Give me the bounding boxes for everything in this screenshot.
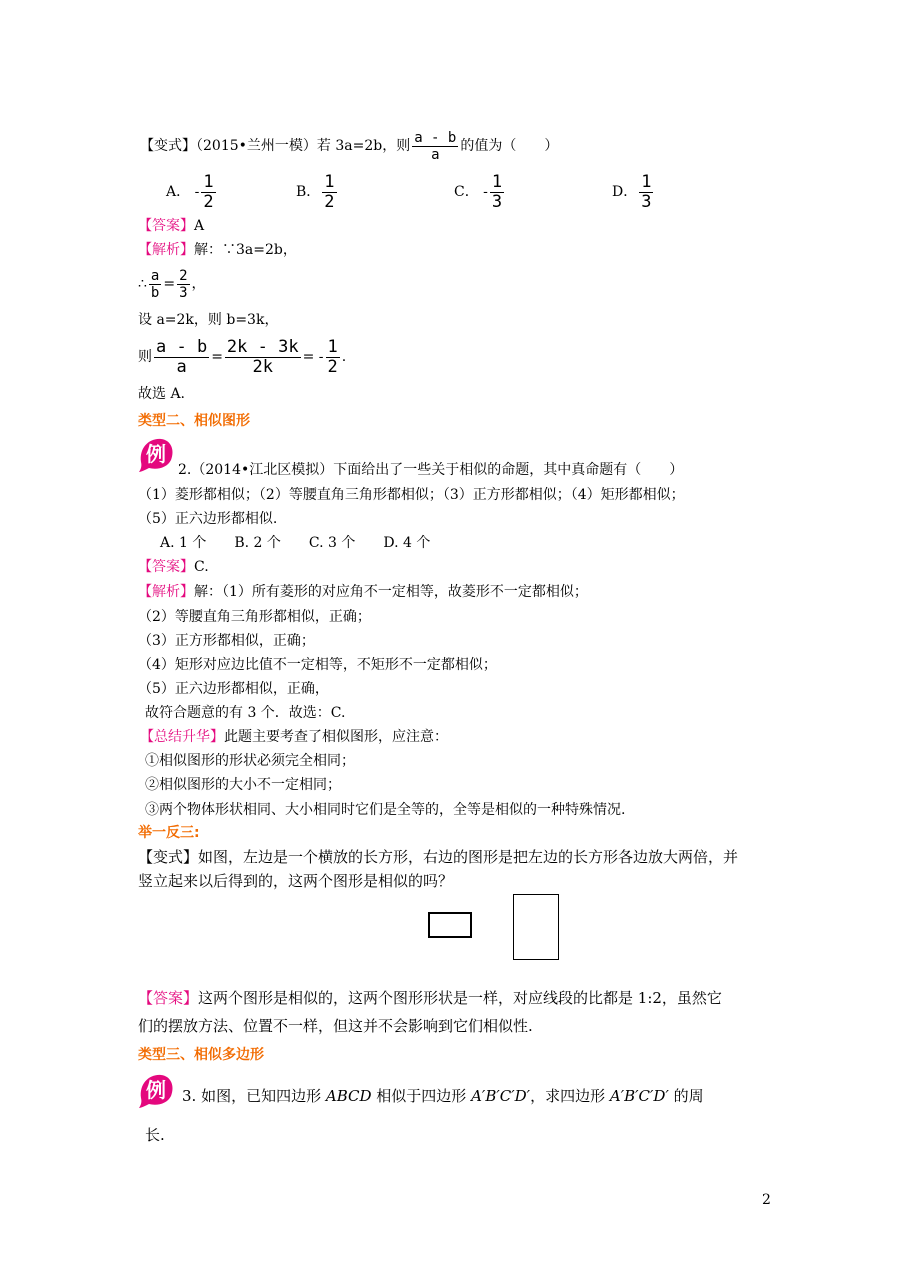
answer-tag: 【答案】 — [138, 218, 194, 234]
horizontal-rectangle — [428, 912, 472, 938]
option-c: C． - $\frac{1}{3}$ — [454, 171, 503, 212]
example2-analysis-6: 故符合题意的有 3 个．故选：C. — [145, 705, 346, 721]
section-heading: 类型二、相似图形 — [138, 413, 250, 429]
variant1-choose: 故选 A. — [138, 386, 186, 402]
practice-answer-2: 们的摆放方法、位置不一样，但这并不会影响到它们相似性. — [138, 1017, 533, 1035]
option-a: A． - $\frac{1}{2}$ — [166, 171, 214, 212]
section-heading-3: 类型三、相似多边形 — [138, 1047, 264, 1063]
example2-analysis-4: （4）矩形对应边比值不一定相等，不矩形不一定都相似； — [138, 657, 497, 673]
quad-abcd: ABCD — [325, 1087, 372, 1105]
analysis-tag: 【解析】 — [138, 242, 194, 258]
summary-point-3: ③两个物体形状相同、大小相同时它们是全等的，全等是相似的一种特殊情况. — [145, 802, 626, 818]
example2-answer: 【答案】C. — [138, 559, 209, 575]
svg-text:例: 例 — [146, 442, 166, 466]
practice-answer-1: 【答案】这两个图形是相似的，这两个图形形状是一样，对应线段的比都是 1:2，虽然它 — [138, 989, 722, 1007]
fraction: $\frac{a - b}{a}$ — [414, 129, 457, 163]
page-number: 2 — [762, 1192, 771, 1208]
option-b: B． $\frac{1}{2}$ — [296, 171, 335, 212]
example2-analysis-2: （2）等腰直角三角形都相似，正确； — [138, 609, 371, 625]
example2-options: A. 1 个 B. 2 个 C. 3 个 D. 4 个 — [160, 535, 431, 551]
example3-question-2: 长. — [145, 1126, 165, 1144]
practice-line-1: 【变式】如图，左边是一个横放的长方形，右边的图形是把左边的长方形各边放大两倍，并 — [138, 848, 739, 866]
example2-analysis-1: 【解析】解：（1）所有菱形的对应角不一定相等，故菱形不一定都相似； — [138, 584, 588, 600]
variant1-analysis: 【解析】解：∵3a=2b， — [138, 242, 297, 258]
example2-items-2: （5）正六边形都相似. — [138, 511, 278, 527]
example2-summary: 【总结升华】此题主要考查了相似图形，应注意： — [140, 729, 448, 745]
svg-text:例: 例 — [146, 1078, 166, 1102]
example3-question: 3. 如图，已知四边形 ABCD 相似于四边形 A′B′C′D′，求四边形 A′B′C′D′ 的周 — [182, 1087, 704, 1105]
vertical-rectangle — [513, 894, 559, 960]
summary-point-2: ②相似图形的大小不一定相同； — [145, 777, 341, 793]
variant1-let: 设 a=2k，则 b=3k， — [138, 312, 279, 328]
practice-line-2: 竖立起来以后得到的，这两个图形是相似的吗？ — [138, 872, 454, 890]
quad-prime: A′B′C′D′ — [609, 1087, 669, 1105]
example2-items-1: （1）菱形都相似；（2）等腰直角三角形都相似；（3）正方形都相似；（4）矩形都相似； — [138, 487, 685, 503]
summary-point-1: ①相似图形的形状必须完全相同； — [145, 753, 355, 769]
quad-prime: A′B′C′D′ — [471, 1087, 531, 1105]
variant1-options — [166, 170, 726, 214]
example2-question: 2.（2014•江北区模拟）下面给出了一些关于相似的命题，其中真命题有（ ） — [178, 462, 684, 478]
variant1-compute: 则 $\frac{a - b}{a}$ = $\frac{2k - 3k}{2k}$ = - $\frac{1}{2}$ . — [138, 336, 347, 377]
option-d: D． $\frac{1}{3}$ — [612, 171, 652, 212]
example-badge-icon — [137, 1070, 177, 1110]
variant1-ratio: ∴ $\frac{a}{b}$ = $\frac{2}{3}$ ， — [138, 267, 206, 301]
practice-heading: 举一反三: — [138, 825, 200, 841]
example-badge-icon — [137, 434, 177, 474]
example2-analysis-3: （3）正方形都相似，正确； — [138, 633, 315, 649]
variant1-answer: 【答案】A — [138, 218, 205, 234]
variant-tag: 【变式】 — [140, 138, 196, 154]
example2-analysis-5: （5）正六边形都相似，正确， — [138, 681, 329, 697]
variant1-question: 【变式】（2015•兰州一模）若 3a=2b，则 $\frac{a - b}{a}$ 的值为（ ） — [140, 129, 559, 163]
